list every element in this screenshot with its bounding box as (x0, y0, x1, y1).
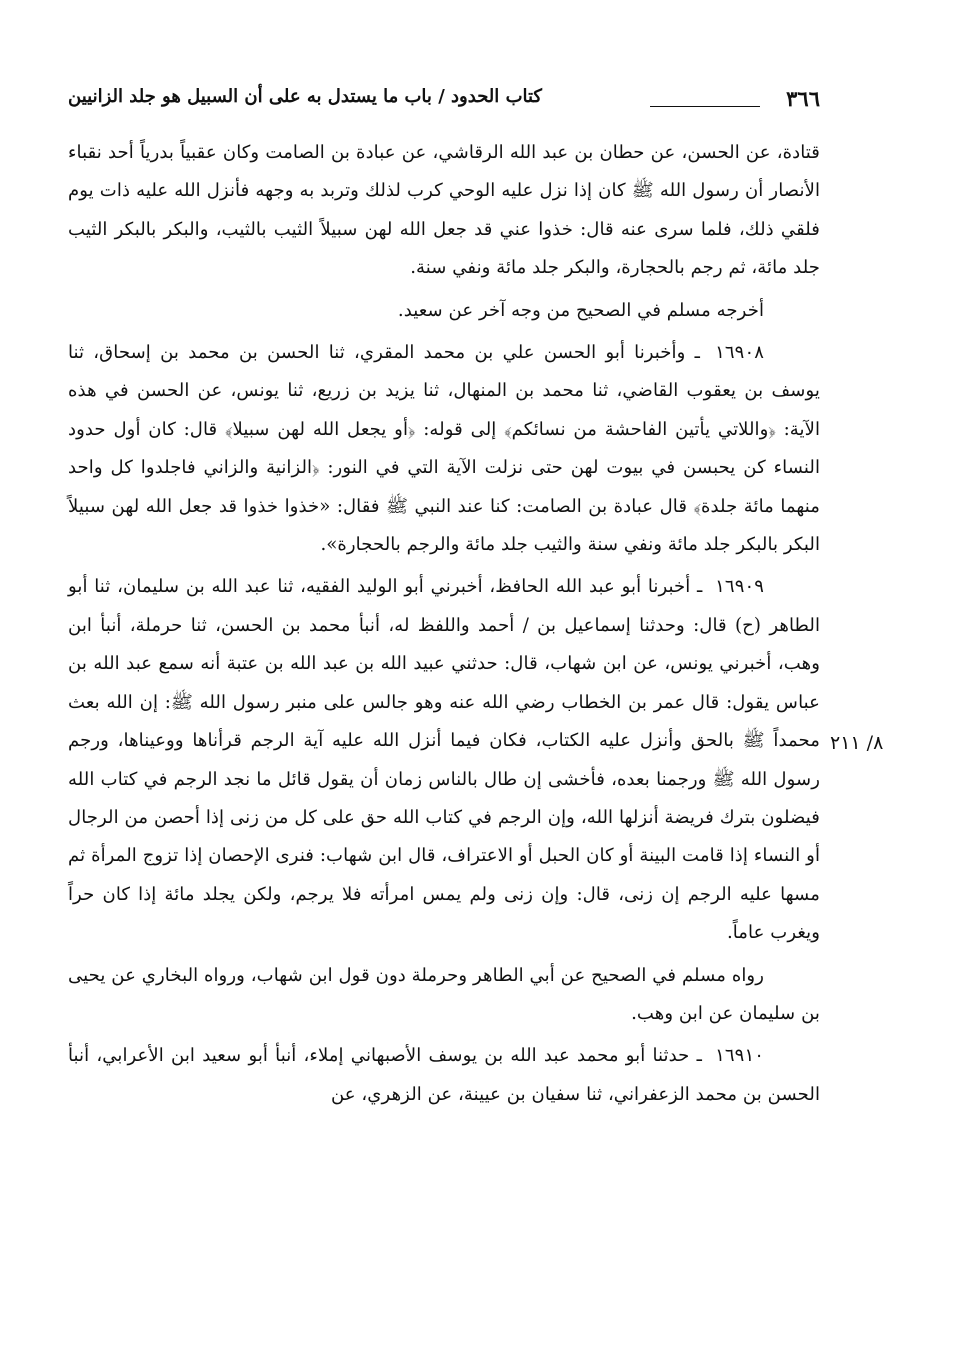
paragraph-text: ـ وأخبرنا أبو الحسن علي بن محمد المقري، ثنا الحسن بن محمد بن إسحاق، ثنا يوسف بن يعقوب القاضي، ثنا محمد بن المنهال، ثنا يزيد بن زريع، ثنا يونس، عن الحسن في هذه الآية: ﴿واللاتي يأتين الفاحشة من نسائكم﴾ إلى قوله: ﴿أو يجعل الله لهن سبيلا﴾ قال: كان أول حدود النساء كن يحبسن في بيوت لهن حتى نزلت الآية التي في النور: ﴿الزانية والزاني فاجلدوا كل واحد منهما مائة جلدة﴾ قال عبادة بن الصامت: كنا عند النبي ﷺ فقال: «خذوا خذوا قد جعل الله لهن سبيلاً البكر بالبكر جلد مائة ونفي سنة والثيب جلد مائة والرجم بالحجارة». (68, 342, 820, 556)
paragraph (68, 292, 820, 330)
paragraph (68, 134, 820, 288)
paragraph-text: قتادة، عن الحسن، عن حطان بن عبد الله الرقاشي، عن عبادة بن الصامت وكان عقبياً بدرياً أحد نقباء الأنصار أن رسول الله ﷺ كان إذا نزل عليه الوحي كرب لذلك وتربد به وجهه فأنزل الله عليه ذات يوم فلقي ذلك، فلما سرى عنه قال: خذوا عني قد جعل الله لهن سبيلاً الثيب بالثيب، والبكر بالبكر الثيب جلد مائة، ثم رجم بالحجارة، والبكر جلد مائة ونفي سنة. (68, 142, 820, 279)
hadith-number: ١٦٩٠٩ (715, 576, 764, 598)
header-rule (650, 106, 760, 107)
hadith-number: ١٦٩٠٨ (715, 342, 764, 364)
hadith-paragraph (68, 1037, 820, 1114)
page-header (68, 84, 820, 124)
paragraph (68, 957, 820, 1034)
running-head: كتاب الحدود / باب ما يستدل به على أن السبيل هو جلد الزانيين (68, 86, 542, 107)
paragraph-text: ـ أخبرنا أبو عبد الله الحافظ، أخبرني أبو الوليد الفقيه، ثنا عبد الله بن سليمان، ثنا أبو الطاهر (ح) قال: وحدثنا إسماعيل بن / أحمد واللفظ له، أنبأ محمد بن الحسن، ثنا حرملة، أنبأ ابن وهب، أخبرني يونس، عن ابن شهاب، قال: حدثني عبيد الله بن عبد الله بن عتبة أنه سمع عبد الله بن عباس يقول: قال عمر بن الخطاب رضي الله عنه وهو جالس على منبر رسول الله ﷺ: إن الله بعث محمداً ﷺ بالحق وأنزل عليه الكتاب، فكان فيما أنزل الله عليه آية الرجم قرأناها ووعيناها، ورجم رسول الله ﷺ ورجمنا بعده، فأخشى إن طال بالناس زمان أن يقول قائل ما نجد الرجم في كتاب الله فيضلون بترك فريضة أنزلها الله، وإن الرجم في كتاب الله حق على كل من زنى إذا أحصن من الرجال أو النساء إذا قامت البينة أو كان الحبل أو الاعتراف، قال ابن شهاب: فنرى الإحصان إذا تزوج المرأة ثم مسها عليه الرجم إن زنى، قال: وإن زنى ولم يمس امرأته فلا يرجم، ولكن يجلد مائة إذا كان حراً ويغرب عاماً. (68, 576, 820, 944)
hadith-paragraph (68, 334, 820, 564)
paragraph-text: رواه مسلم في الصحيح عن أبي الطاهر وحرملة دون قول ابن شهاب، ورواه البخاري عن يحيى بن سليمان عن ابن وهب. (68, 964, 820, 1024)
paragraph-text: أخرجه مسلم في الصحيح من وجه آخر عن سعيد. (397, 299, 764, 321)
hadith-paragraph (68, 568, 820, 952)
margin-reference: ٨/ ٢١١ (830, 732, 884, 754)
paragraph-text: ـ حدثنا أبو محمد عبد الله بن يوسف الأصبهاني إملاء، أنبأ أبو سعيد ابن الأعرابي، أنبأ الحسن بن محمد الزعفراني، ثنا سفيان بن عيينة، عن الزهري، عن (68, 1045, 820, 1105)
body-text (68, 134, 820, 1118)
page-number: ٣٦٦ (786, 86, 820, 111)
hadith-number: ١٦٩١٠ (715, 1045, 764, 1067)
